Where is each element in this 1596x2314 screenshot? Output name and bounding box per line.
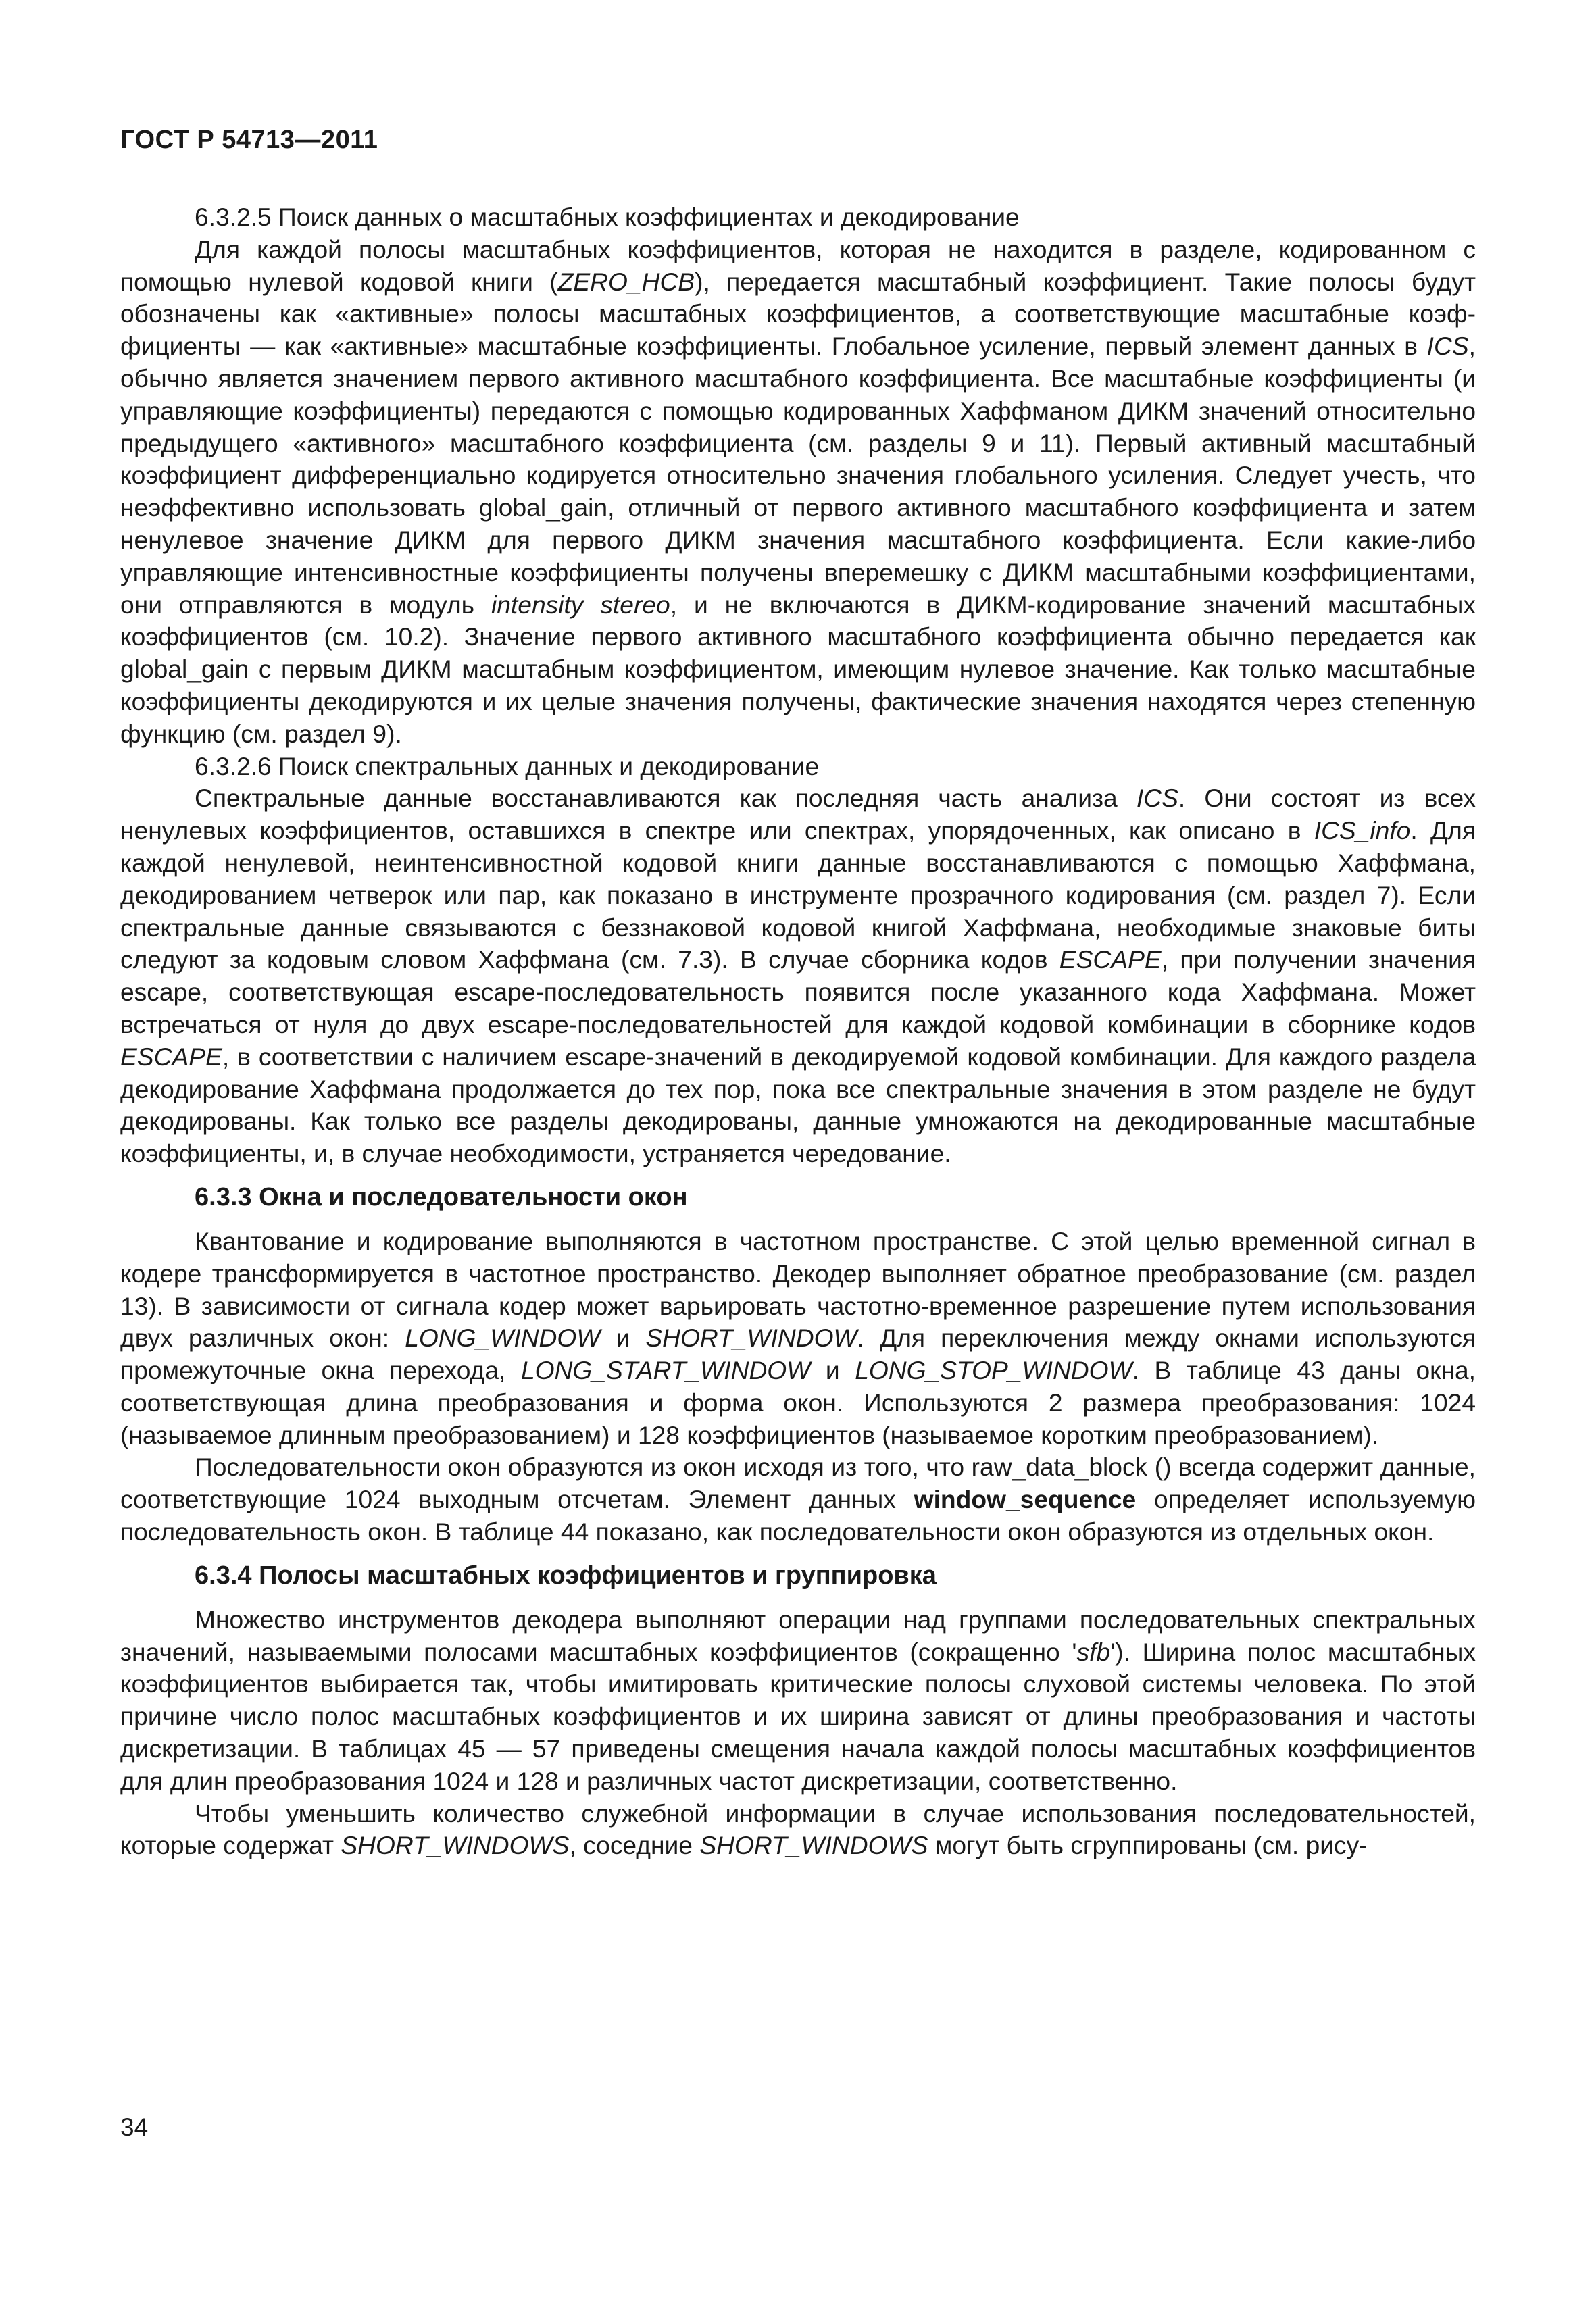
italic-term: ESCAPE xyxy=(120,1042,222,1071)
text-run: и xyxy=(810,1356,855,1385)
text-run: . В таблице 43 даны окна, соответствующая длина преобразования и форма окон. Используются 2 размера преобразования: 1024 (называемое длинным преобразованием) и 128 коэффициентов (называемое коротким преобразованием). xyxy=(120,1356,1476,1449)
italic-term: SHORT_WINDOWS xyxy=(699,1831,928,1860)
text-run: . Они состоят из всех ненулевых коэффициентов, оставшихся в спектре или спектрах, упорядоченных, как описано в xyxy=(120,784,1476,845)
text-run: '). Ширина полос масштабных коэффициентов выбирается так, чтобы имитировать критические полосы слуховой системы человека. По этой причине число полос масштабных коэффициентов и их ширина зависят от длины преобразования и частоты дискретизации. В таблицах 45 — 57 приведены смещения начала каждой полосы масштабных коэффициентов для длин преобразования 1024 и 128 и различных частот дискретизации, соответственно. xyxy=(120,1637,1476,1795)
document-body xyxy=(120,201,1476,1862)
italic-term: LONG_START_WINDOW xyxy=(520,1356,811,1385)
text-run: . Для переключения между окнами используются промежуточные окна перехода, xyxy=(120,1324,1476,1385)
italic-term: SHORT_WINDOWS xyxy=(341,1831,570,1860)
body-paragraph xyxy=(120,234,1476,751)
subsection-title: 6.3.2.6 Поиск спектральных данных и декодирование xyxy=(195,751,820,780)
text-run: Спектральные данные восстанавливаются как последняя часть анализа xyxy=(195,784,1137,813)
body-paragraph xyxy=(120,1604,1476,1798)
text-run: , в соответствии с наличием escape-значений в декодируемой кодовой комбинации. Для каждого раздела декодирование Хаффмана продолжается до тех пор, пока все спектральные значения в этом разделе не будут декодированы. Как только все разделы декодированы, данные умножаются на декодированные масштабные коэффициенты, и, в случае необходимости, устраняется чередование. xyxy=(120,1042,1476,1168)
italic-term: ZERO_HCB xyxy=(557,267,695,296)
italic-term: ESCAPE xyxy=(1059,945,1162,974)
italic-term: intensity stereo xyxy=(491,590,670,619)
text-run: , обычно является значением первого активного масштабного коэффициента. Все масштабные коэффициенты (и управляющие коэффициенты) передаются с помощью кодированных Хаффманом ДИКМ значений относительно предыдущего «активного» масштабного коэффициента (см. разделы 9 и 11). Первый активный масштабный коэффициент дифференциально кодируется относительно значения глобального усиления. Следует учесть, что неэффективно использовать global_gain, отличный от первого активного масштабного коэффициента и затем ненулевое значение ДИКМ для первого ДИКМ значения масштабного коэффициента. Если какие-либо управляющие интенсивностные коэффициенты получены вперемешку с ДИКМ масштабными коэффициентами, они отправляются в модуль xyxy=(120,332,1476,619)
text-run: , соседние xyxy=(569,1831,700,1860)
section-heading: 6.3.4 Полосы масштабных коэффициентов и группировка xyxy=(195,1561,937,1590)
italic-term: SHORT_WINDOW xyxy=(645,1324,857,1353)
body-paragraph xyxy=(120,1226,1476,1452)
text-run: Квантование и кодирование выполняются в частотном пространстве. С этой целью временной сигнал в кодере трансформируется в частотное пространство. Декодер выполняет обратное преобразование (см. раздел 13). В зависимости от сигнала кодер может варьировать частотно-временное разрешение путем использования двух различных окон: xyxy=(120,1226,1476,1353)
text-run: , и не включаются в ДИКМ-кодирование значений масштабных коэффициентов (см. 10.2). Значение первого активного масштабного коэффициента обычно передается как global_gain с первым ДИКМ масштабным коэффициентом, имеющим нулевое значение. Как только масштабные коэффициенты декодируются и их целые значения получены, фактические значения находятся через степенную функцию (см. раздел 9). xyxy=(120,590,1476,748)
body-paragraph xyxy=(120,1451,1476,1548)
text-run: Множество инструментов декодера выполняют операции над группами последовательных спектральных значений, называемыми полосами масштабных коэффициентов (сокращенно ' xyxy=(120,1605,1476,1666)
italic-term: ICS_info xyxy=(1314,816,1411,845)
text-run: определяет используемую последовательность окон. В таблице 44 показано, как последовательности окон образуются из отдельных окон. xyxy=(120,1485,1476,1546)
body-paragraph xyxy=(120,1798,1476,1863)
page-number: 34 xyxy=(120,2113,149,2141)
text-run: Чтобы уменьшить количество служебной информации в случае использования последовательностей, которые содержат xyxy=(120,1799,1476,1860)
text-run: , при получении значения escape, соответствующая escape-последовательность появится после указанного кода Хаффмана. Может встречаться от нуля до двух escape-последовательностей для каждой кодовой комбинации в сборнике кодов xyxy=(120,945,1476,1038)
subsection-title: 6.3.2.5 Поиск данных о масштабных коэффициентах и декодирование xyxy=(195,203,1020,231)
italic-term: LONG_STOP_WINDOW xyxy=(855,1356,1132,1385)
section-heading: 6.3.3 Окна и последовательности окон xyxy=(195,1182,688,1211)
text-run: Последовательности окон образуются из окон исходя из того, что raw_data_block () всегда содержит данные, соответствующие 1024 выходным отсчетам. Элемент данных xyxy=(120,1453,1476,1514)
italic-term: LONG_WINDOW xyxy=(405,1324,601,1353)
bold-term: window_sequence xyxy=(914,1485,1137,1514)
italic-term: ICS xyxy=(1426,332,1469,361)
text-run: и xyxy=(600,1324,646,1353)
text-run: ), передается масштабный коэффициент. Такие полосы будут обозначены как «активные» полосы масштабных коэффициентов, а соответствующие масштабные коэффициенты — как «активные» масштабные коэффициенты. Глобальное усиление, первый элемент данных в xyxy=(120,267,1476,361)
text-run: Для каждой полосы масштабных коэффициентов, которая не находится в разделе, кодированном с помощью нулевой кодовой книги ( xyxy=(120,234,1476,296)
body-paragraph xyxy=(120,782,1476,1170)
italic-term: sfb xyxy=(1076,1637,1111,1666)
text-run: могут быть сгруппированы (см. рису- xyxy=(928,1831,1368,1860)
italic-term: ICS xyxy=(1136,784,1178,813)
text-run: . Для каждой ненулевой, неинтенсивностной кодовой книги данные восстанавливаются с помощью Хаффмана, декодированием четверок или пар, как показано в инструменте прозрачного кодирования (см. раздел 7). Если спектральные данные связываются с беззнаковой кодовой книгой Хаффмана, необходимые знаковые биты следуют за кодовым словом Хаффмана (см. 7.3). В случае сборника кодов xyxy=(120,816,1476,974)
document-header: ГОСТ Р 54713—2011 xyxy=(120,126,378,154)
